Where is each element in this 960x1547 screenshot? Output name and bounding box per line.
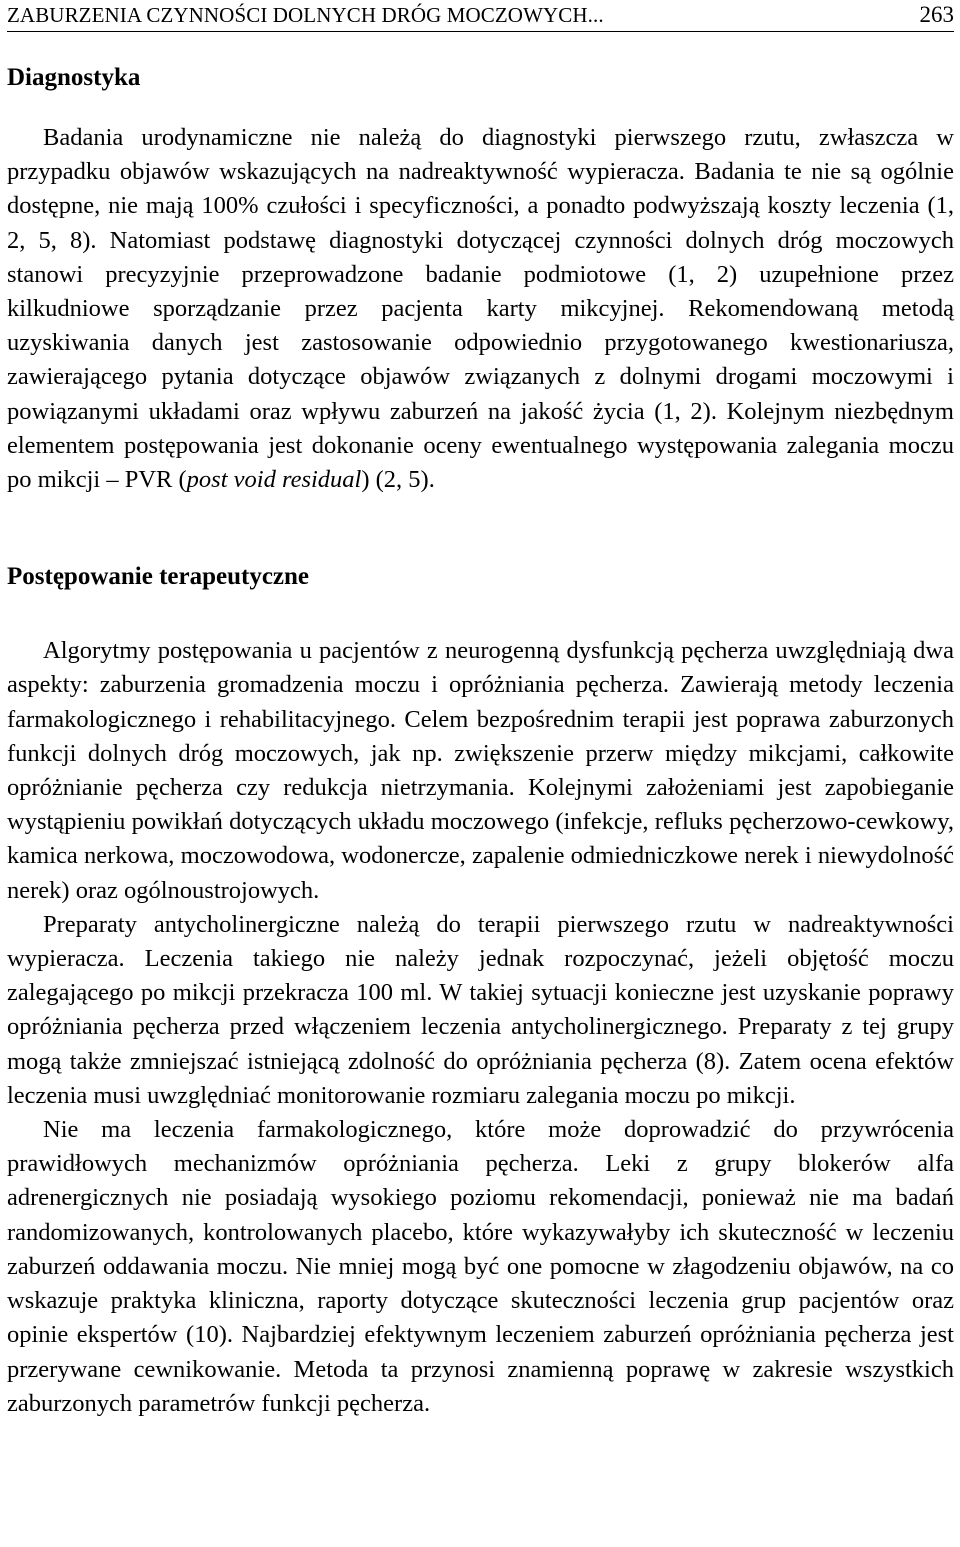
- paragraph-diagnostyka-1: [7, 121, 954, 497]
- section-heading-diagnostyka: Diagnostyka: [7, 64, 141, 91]
- page-number: 263: [919, 2, 954, 27]
- paragraph-text: ) (2, 5).: [361, 466, 435, 494]
- paragraph-postepowanie-2: Preparaty antycholinergiczne należą do terapii pierwszego rzutu w nadreaktywności wypieracza. Leczenia takiego nie należy jednak rozpoczynać, jeżeli objętość moczu zalegającego po mikcji przekracza 100 ml. W takiej sytuacji konieczne jest uzyskanie poprawy opróżniania pęcherza przed włączeniem leczenia antycholinergicznego. Preparaty z tej grupy mogą także zmniejszać istniejącą zdolność do opróżniania pęcherza (8). Zatem ocena efektów leczenia musi uwzględniać monitorowanie rozmiaru zalegania moczu po mikcji.: [7, 910, 954, 1109]
- running-header: [7, 0, 954, 32]
- running-title: ZABURZENIA CZYNNOŚCI DOLNYCH DRÓG MOCZOWYCH...: [7, 3, 604, 27]
- paragraph-postepowanie-1: Algorytmy postępowania u pacjentów z neurogenną dysfunkcją pęcherza uwzględniają dwa aspekty: zaburzenia gromadzenia moczu i opróżniania pęcherza. Zawierają metody leczenia farmakologicznego i rehabilitacyjnego. Celem bezpośrednim terapii jest poprawa zaburzonych funkcji dolnych dróg moczowych, jak np. zwiększenie przerw między mikcjami, całkowite opróżnianie pęcherza czy redukcja nietrzymania. Kolejnymi założeniami jest zapobieganie wystąpieniu powikłań dotyczących układu moczowego (infekcje, refluks pęcherzowo-cewkowy, kamica nerkowa, moczowodowa, wodonercze, zapalenie odmiedniczkowe nerek i niewydolność nerek) oraz ogólnoustrojowych.: [7, 637, 954, 904]
- document-page: [7, 0, 954, 1421]
- paragraph-postepowanie-3: Nie ma leczenia farmakologicznego, które może doprowadzić do przywrócenia prawidłowych mechanizmów opróżniania pęcherza. Leki z grupy blokerów alfa adrenergicznych nie posiadają wysokiego poziomu rekomendacji, ponieważ nie ma badań randomizowanych, kontrolowanych placebo, które wykazywałyby ich skuteczność w leczeniu zaburzeń oddawania moczu. Nie mniej mogą być one pomocne w złagodzeniu objawów, na co wskazuje praktyka kliniczna, raporty dotyczące skuteczności leczenia grup pacjentów oraz opinie ekspertów (10). Najbardziej efektywnym leczeniem zaburzeń opróżniania pęcherza jest przerywane cewnikowanie. Metoda ta przynosi znamienną poprawę w zakresie wszystkich zaburzonych parametrów funkcji pęcherza.: [7, 1116, 954, 1417]
- italic-term: post void residual: [186, 466, 362, 494]
- paragraph-text: Badania urodynamiczne nie należą do diagnostyki pierwszego rzutu, zwłaszcza w przypadku objawów wskazujących na nadreaktywność wypieracza. Badania te nie są ogólnie dostępne, nie mają 100% czułości i specyficzności, a ponadto podwyższają koszty leczenia (1, 2, 5, 8). Natomiast podstawę diagnostyki dotyczącej czynności dolnych dróg moczowych stanowi precyzyjnie przeprowadzone badanie podmiotowe (1, 2) uzupełnione przez kilkudniowe sporządzanie przez pacjenta karty mikcyjnej. Rekomendowaną metodą uzyskiwania danych jest zastosowanie odpowiednio przygotowanego kwestionariusza, zawierającego pytania dotyczące objawów związanych z dolnymi drogami moczowymi i powiązanymi układami oraz wpływu zaburzeń na jakość życia (1, 2). Kolejnym niezbędnym elementem postępowania jest dokonanie oceny ewentualnego występowania zalegania moczu po mikcji – PVR (: [7, 124, 954, 494]
- section-heading-postepowanie: Postępowanie terapeutyczne: [7, 563, 310, 591]
